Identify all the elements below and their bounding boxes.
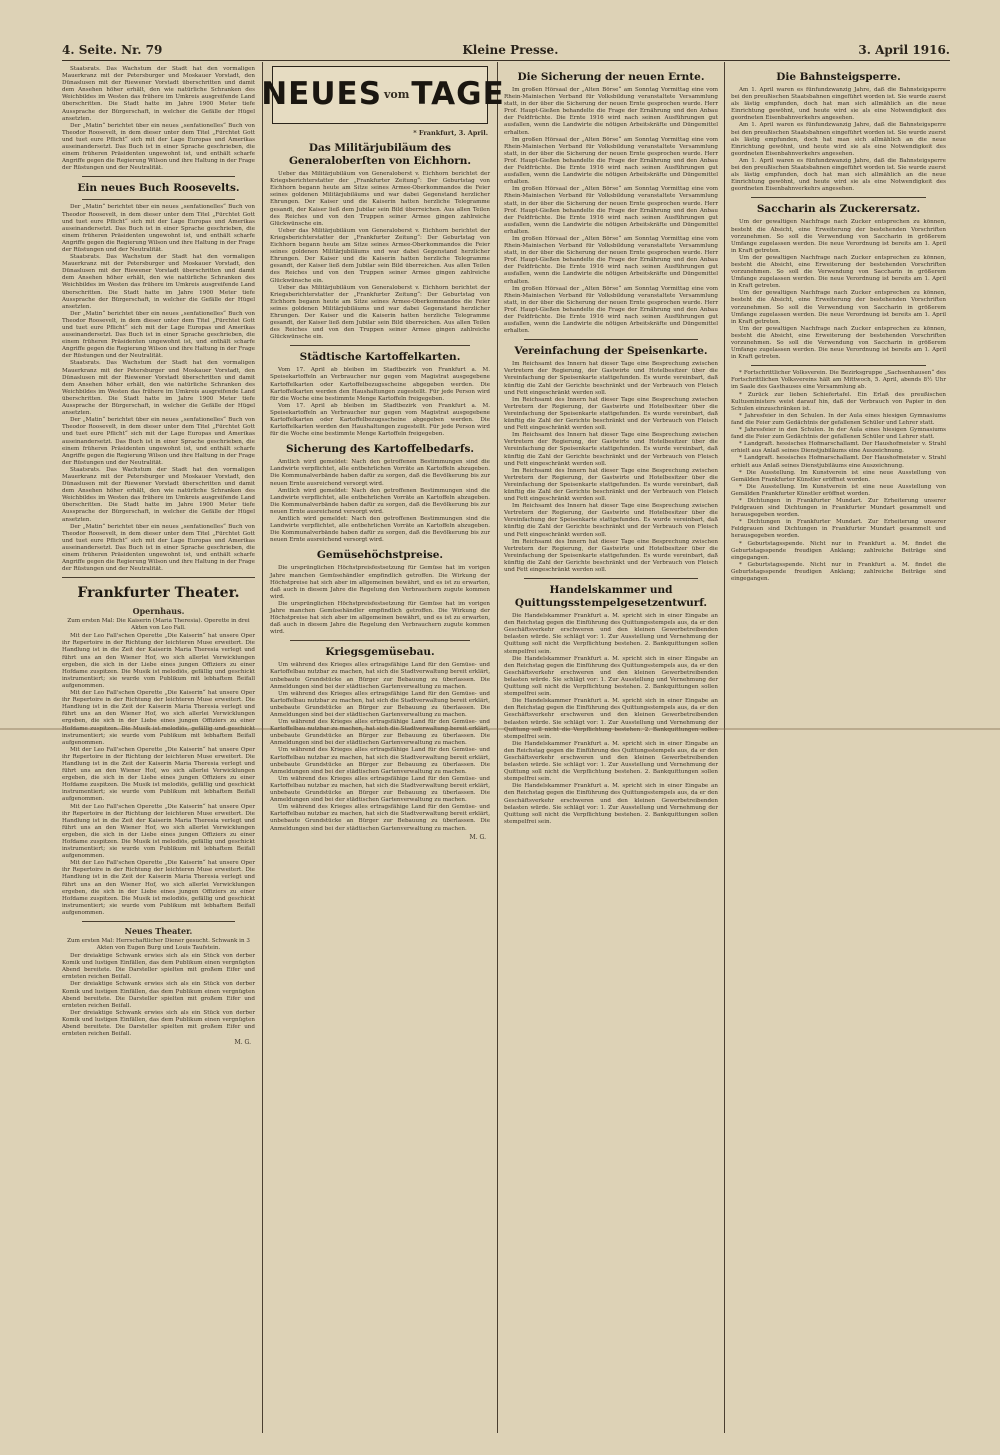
column-rule	[497, 62, 498, 1433]
section-divider	[751, 365, 926, 366]
masthead-word-right: TAGE	[411, 76, 505, 113]
article-text: Um der gewaltigen Nachfrage nach Zucker entsprechen zu können, besteht die Absicht, eine Erweiterung der bestehenden Vorschriften vorzunehmen. So soll die Verwendung von Saccharin in größerem Umfange zugelassen werden. Die neue Verordnung ist bereits am 1. April in Kraft getreten.	[731, 290, 946, 325]
masthead-word-left: NEUES	[261, 76, 383, 113]
column-4	[731, 66, 946, 1431]
headline-sicherung-ernte: Die Sicherung der neuen Ernte.	[517, 71, 705, 83]
article-text: Mit der Leo Fall'schen Operette „Die Kaiserin“ hat unsere Oper ihr Repertoire in der Richtung der leichteren Muse erweitert. Die Handlung ist in die Zeit der Kaiserin Maria Theresia verlegt und führt uns an den Wiener Hof, wo sich allerlei Verwicklungen ergeben, die sich in der Liebe eines jungen Offiziers zu einer Hofdame zuspitzen. Die Musik ist melodiös, gefällig und geschickt instrumentiert; sie wurde vom Publikum mit lebhaftem Beifall aufgenommen.	[62, 860, 255, 916]
article-text: Die ursprünglichen Höchstpreisfestsetzung für Gemüse hat im vorigen Jahre manchen Gemüsehändler empfindlich getroffen. Die Wirkung der Höchstpreise hat sich aber im allgemeinen bewährt, und es ist zu erwarten, daß auch in diesem Jahre die Regelung den Verbrauchern zugute kommen wird.	[270, 565, 490, 600]
article-text: Mit der Leo Fall'schen Operette „Die Kaiserin“ hat unsere Oper ihr Repertoire in der Richtung der leichteren Muse erweitert. Die Handlung ist in die Zeit der Kaiserin Maria Theresia verlegt und führt uns an den Wiener Hof, wo sich allerlei Verwicklungen ergeben, die sich in der Liebe eines jungen Offiziers zu einer Hofdame zuspitzen. Die Musik ist melodiös, gefällig und geschickt instrumentiert; sie wurde vom Publikum mit lebhaftem Beifall aufgenommen.	[62, 746, 255, 803]
article-text: Im Reichsamt des Innern hat dieser Tage eine Besprechung zwischen Vertretern der Regierung, der Gastwirte und Hotelbesitzer über die Vereinfachung der Speisenkarte stattgefunden. Es wurde vereinbart, daß künftig die Zahl der Gerichte beschränkt und der Verbrauch von Fleisch und Fett eingeschränkt werden soll.	[504, 361, 718, 396]
section-divider	[751, 197, 926, 198]
article-text: Am 1. April waren es fünfundzwanzig Jahre, daß die Bahnsteigsperre bei den preußischen Staatsbahnen eingeführt worden ist. Sie wurde zuerst als lästig empfunden, doch hat man sich allmählich an die neue Einrichtung gewöhnt, und heute wird sie als eine Notwendigkeit des geordneten Eisenbahnverkehrs angesehen.	[731, 122, 946, 157]
news-note: * Landgraft. hessisches Hofmarschallamt. Der Haushofmeister v. Strahl erhielt aus Anlaß seines Dienstjubiläums eine Auszeichnung.	[731, 455, 946, 469]
article-text: Mit der Leo Fall'schen Operette „Die Kaiserin“ hat unsere Oper ihr Repertoire in der Richtung der leichteren Muse erweitert. Die Handlung ist in die Zeit der Kaiserin Maria Theresia verlegt und führt uns an den Wiener Hof, wo sich allerlei Verwicklungen ergeben, die sich in der Liebe eines jungen Offiziers zu einer Hofdame zuspitzen. Die Musik ist melodiös, gefällig und geschickt instrumentiert; sie wurde vom Publikum mit lebhaftem Beifall aufgenommen.	[62, 690, 255, 746]
news-note: * Fortschrittlicher Volksverein. Die Bezirksgruppe „Sachsenhausen“ des Fortschrittlichen Volksvereins hält am Mittwoch, 5. April, abends 8½ Uhr im Saale des Gasthauses eine Versammlung ab.	[731, 370, 946, 391]
article-text: Der dreiaktige Schwank erwies sich als ein Stück von derber Komik und lustigen Einfällen, das dem Publikum einen vergnügten Abend bereitete. Die Darsteller spielten mit großem Eifer und ernteten reichen Beifall.	[62, 1009, 255, 1038]
article-text: Der „Matin“ berichtet über ein neues „senfationelles“ Buch von Theodor Roosevelt, in dem dieser unter dem Titel „Fürchtet Gott und tuet eure Pflicht“ sich mit der Lage Europas und Amerikas auseinandersetzt. Das Buch ist in einer Sprache geschrieben, die einem früheren Präsidenten ungewohnt ist, und enthält scharfe Angriffe gegen die Regierung Wilson und ihre Haltung in der Frage der Rüstungen und der Neutralität.	[62, 204, 255, 253]
headline-neues-theater: Neues Theater.	[124, 926, 193, 937]
article-text: Um während des Krieges alles ertragsfähige Land für den Gemüse- und Kartoffelbau nutzbar zu machen, hat sich die Stadtverwaltung bereit erklärt, unbebaute Grundstücke an Bürger zur Bebauung zu überlassen. Die Anmeldungen sind bei der städtischen Gartenverwaltung zu machen.	[270, 747, 490, 775]
article-text: Ueber das Militärjubiläum von Generaloberst v. Eichhorn berichtet der Kriegsberichterstatter der „Frankfurter Zeitung“: Der Geburtstag von Eichhorn begann heute am Sitze seines Armee-Oberkommandos die Feier seines goldenen Militärjubiläums und war dabei Gegenstand herzlicher Ehrungen. Der Kaiser und die Kaiserin hatten herzliche Telegramme gesandt, der Kaiser ließ dem Jubilar sein Bild überreichen. Aus allen Teilen des Reiches und von den Truppen seiner Armee gingen zahlreiche Glückwünsche ein.	[270, 284, 490, 341]
article-text: Um der gewaltigen Nachfrage nach Zucker entsprechen zu können, besteht die Absicht, eine Erweiterung der bestehenden Vorschriften vorzunehmen. So soll die Verwendung von Saccharin in größerem Umfange zugelassen werden. Die neue Verordnung ist bereits am 1. April in Kraft getreten.	[731, 219, 946, 254]
news-note: * Landgraft. hessisches Hofmarschallamt. Der Haushofmeister v. Strahl erhielt aus Anlaß seines Dienstjubiläums eine Auszeichnung.	[731, 441, 946, 455]
article-text: Der dreiaktige Schwank erwies sich als ein Stück von derber Komik und lustigen Einfällen, das dem Publikum einen vergnügten Abend bereitete. Die Darsteller spielten mit großem Eifer und ernteten reichen Beifall.	[62, 981, 255, 1009]
article-text: Ueber das Militärjubiläum von Generaloberst v. Eichhorn berichtet der Kriegsberichterstatter der „Frankfurter Zeitung“: Der Geburtstag von Eichhorn begann heute am Sitze seines Armee-Oberkommandos die Feier seines goldenen Militärjubiläums und war dabei Gegenstand herzlicher Ehrungen. Der Kaiser und die Kaiserin hatten herzliche Telegramme gesandt, der Kaiser ließ dem Jubilar sein Bild überreichen. Aus allen Teilen des Reiches und von den Truppen seiner Armee gingen zahlreiche Glückwünsche ein.	[270, 227, 490, 284]
section-divider	[524, 578, 698, 579]
article-text: Im Reichsamt des Innern hat dieser Tage eine Besprechung zwischen Vertretern der Regierung, der Gastwirte und Hotelbesitzer über die Vereinfachung der Speisenkarte stattgefunden. Es wurde vereinbart, daß künftig die Zahl der Gerichte beschränkt und der Verbrauch von Fleisch und Fett eingeschränkt werden soll.	[504, 432, 718, 467]
article-text: Vom 17. April ab bleiben im Stadtbezirk von Frankfurt a. M. Speisekartoffeln an Verbraucher nur gegen vom Magistrat ausgegebene Kartoffelkarten oder Kartoffelbezugsscheine abgegeben werden. Die Kartoffelkarten werden den Haushaltungen zugestellt. Für jede Person wird für die Woche eine bestimmte Menge Kartoffeln freigegeben.	[270, 367, 490, 402]
article-text: Die Handelskammer Frankfurt a. M. spricht sich in einer Eingabe an den Reichstag gegen die Einführung des Quittungsstempels aus, da er den Geschäftsverkehr erschweren und den kleinen Gewerbetreibenden belasten würde. Sie schlägt vor: 1. Zur Ausstellung und Vernehmung der Quittung soll nicht die Verpflichtung bestehen. 2. Bankquittungen sollen stempelfrei sein.	[504, 783, 718, 825]
article-text: Um während des Krieges alles ertragsfähige Land für den Gemüse- und Kartoffelbau nutzbar zu machen, hat sich die Stadtverwaltung bereit erklärt, unbebaute Grundstücke an Bürger zur Bebauung zu überlassen. Die Anmeldungen sind bei der städtischen Gartenverwaltung zu machen.	[270, 719, 490, 747]
article-text: Der „Matin“ berichtet über ein neues „senfationelles“ Buch von Theodor Roosevelt, in dem dieser unter dem Titel „Fürchtet Gott und tuet eure Pflicht“ sich mit der Lage Europas und Amerikas auseinandersetzt. Das Buch ist in einer Sprache geschrieben, die einem früheren Präsidenten ungewohnt ist, und enthält scharfe Angriffe gegen die Regierung Wilson und ihre Haltung in der Frage der Rüstungen und der Neutralität.	[62, 310, 255, 360]
section-divider	[524, 339, 698, 340]
masthead-word-middle: vom	[384, 88, 410, 102]
article-text: Amtlich wird gemeldet: Nach den getroffenen Bestimmungen sind die Landwirte verpflichtet, alle entbehrlichen Vorräte an Kartoffeln abzugeben. Die Kommunalverbände haben dafür zu sorgen, daß die Bevölkerung bis zur neuen Ernte ausreichend versorgt wird.	[270, 487, 490, 515]
article-text: Um während des Krieges alles ertragsfähige Land für den Gemüse- und Kartoffelbau nutzbar zu machen, hat sich die Stadtverwaltung bereit erklärt, unbebaute Grundstücke an Bürger zur Bebauung zu überlassen. Die Anmeldungen sind bei der städtischen Gartenverwaltung zu machen.	[270, 690, 490, 718]
article-text: Staatsrats. Das Wachstum der Stadt hat den vormaligen Mauerkranz mit der Petersburger und Moskauer Vorstadt, den Dünaslusen mit der Riewener Vorstadt überschritten und damit dem Ansehen höher erhält, den wie natürliche Schranken des Weichbildes im Westen das frühere im Umkreis ausgreifende Land überschritten. Die Stadt hatte im Jahre 1900 Meter tiefe Aussprache der Bürgerschaft, in welcher die Gefälle der Hügel ansetzten.	[62, 254, 255, 310]
issue-date: 3. April 1916.	[858, 43, 950, 57]
headline-kartoffelkarten: Städtische Kartoffelkarten.	[299, 351, 461, 364]
article-text: Ueber das Militärjubiläum von Generaloberst v. Eichhorn berichtet der Kriegsberichterstatter der „Frankfurter Zeitung“: Der Geburtstag von Eichhorn begann heute am Sitze seines Armee-Oberkommandos die Feier seines goldenen Militärjubiläums und war dabei Gegenstand herzlicher Ehrungen. Der Kaiser und die Kaiserin hatten herzliche Telegramme gesandt, der Kaiser ließ dem Jubilar sein Bild überreichen. Aus allen Teilen des Reiches und von den Truppen seiner Armee gingen zahlreiche Glückwünsche ein.	[270, 171, 490, 227]
article-text-continued: Der „Matin“ berichtet über ein neues „senfationelles“ Buch von Theodor Roosevelt, in dem dieser unter dem Titel „Fürchtet Gott und tuet eure Pflicht“ sich mit der Lage Europas und Amerikas auseinandersetzt. Das Buch ist in einer Sprache geschrieben, die einem früheren Präsidenten ungewohnt ist, und enthält scharfe Angriffe gegen die Regierung Wilson und ihre Haltung in der Frage der Rüstungen und der Neutralität.	[62, 122, 255, 172]
column-rule	[724, 62, 725, 1433]
article-text: Um während des Krieges alles ertragsfähige Land für den Gemüse- und Kartoffelbau nutzbar zu machen, hat sich die Stadtverwaltung bereit erklärt, unbebaute Grundstücke an Bürger zur Bebauung zu überlassen. Die Anmeldungen sind bei der städtischen Gartenverwaltung zu machen.	[270, 804, 490, 832]
column-3	[504, 66, 718, 1431]
article-text: Die ursprünglichen Höchstpreisfestsetzung für Gemüse hat im vorigen Jahre manchen Gemüsehändler empfindlich getroffen. Die Wirkung der Höchstpreise hat sich aber im allgemeinen bewährt, und es ist zu erwarten, daß auch in diesem Jahre die Regelung den Verbrauchern zugute kommen wird.	[270, 600, 490, 636]
article-text: Der „Matin“ berichtet über ein neues „senfationelles“ Buch von Theodor Roosevelt, in dem dieser unter dem Titel „Fürchtet Gott und tuet eure Pflicht“ sich mit der Lage Europas und Amerikas auseinandersetzt. Das Buch ist in einer Sprache geschrieben, die einem früheren Präsidenten ungewohnt ist, und enthält scharfe Angriffe gegen die Regierung Wilson und ihre Haltung in der Frage der Rüstungen und der Neutralität.	[62, 523, 255, 573]
article-text: Im großen Hörsaal der „Alten Börse“ am Sonntag Vormittag eine vom Rhein-Mainischen Verband für Volksbildung veranstaltete Versammlung statt, in der über die Sicherung der neuen Ernte gesprochen wurde. Herr Prof. Haupt-Gießen behandelte die Frage der Ernährung und den Anbau der Feldfrüchte. Die Ernte 1916 wird nach seinen Ausführungen gut ausfallen, wenn die Landwirte die nötigen Arbeitskräfte und Düngemittel erhalten.	[504, 87, 718, 136]
article-text: Im großen Hörsaal der „Alten Börse“ am Sonntag Vormittag eine vom Rhein-Mainischen Verband für Volksbildung veranstaltete Versammlung statt, in der über die Sicherung der neuen Ernte gesprochen wurde. Herr Prof. Haupt-Gießen behandelte die Frage der Ernährung und den Anbau der Feldfrüchte. Die Ernte 1916 wird nach seinen Ausführungen gut ausfallen, wenn die Landwirte die nötigen Arbeitskräfte und Düngemittel erhalten.	[504, 136, 718, 186]
article-text: Mit der Leo Fall'schen Operette „Die Kaiserin“ hat unsere Oper ihr Repertoire in der Richtung der leichteren Muse erweitert. Die Handlung ist in die Zeit der Kaiserin Maria Theresia verlegt und führt uns an den Wiener Hof, wo sich allerlei Verwicklungen ergeben, die sich in der Liebe eines jungen Offiziers zu einer Hofdame zuspitzen. Die Musik ist melodiös, gefällig und geschickt instrumentiert; sie wurde vom Publikum mit lebhaftem Beifall aufgenommen.	[62, 803, 255, 860]
article-text: Im Reichsamt des Innern hat dieser Tage eine Besprechung zwischen Vertretern der Regierung, der Gastwirte und Hotelbesitzer über die Vereinfachung der Speisenkarte stattgefunden. Es wurde vereinbart, daß künftig die Zahl der Gerichte beschränkt und der Verbrauch von Fleisch und Fett eingeschränkt werden soll.	[504, 538, 718, 573]
headline-bahnsteigsperre: Die Bahnsteigsperre.	[776, 71, 901, 83]
news-note: * Geburtstagsspende. Nicht nur in Frankfurt a. M. findet die Geburtstagsspende freudigen Anklang; zahlreiche Beiträge sind eingegangen.	[731, 561, 946, 582]
section-divider	[62, 577, 255, 578]
subheadline-opernhaus: Opernhaus.	[132, 606, 185, 617]
article-text: Am 1. April waren es fünfundzwanzig Jahre, daß die Bahnsteigsperre bei den preußischen Staatsbahnen eingeführt worden ist. Sie wurde zuerst als lästig empfunden, doch hat man sich allmählich an die neue Einrichtung gewöhnt, und heute wird sie als eine Notwendigkeit des geordneten Eisenbahnverkehrs angesehen.	[731, 87, 946, 122]
article-text: Im großen Hörsaal der „Alten Börse“ am Sonntag Vormittag eine vom Rhein-Mainischen Verband für Volksbildung veranstaltete Versammlung statt, in der über die Sicherung der neuen Ernte gesprochen wurde. Herr Prof. Haupt-Gießen behandelte die Frage der Ernährung und den Anbau der Feldfrüchte. Die Ernte 1916 wird nach seinen Ausführungen gut ausfallen, wenn die Landwirte die nötigen Arbeitskräfte und Düngemittel erhalten.	[504, 235, 718, 285]
article-text: Die Handelskammer Frankfurt a. M. spricht sich in einer Eingabe an den Reichstag gegen die Einführung des Quittungsstempels aus, da er den Geschäftsverkehr erschweren und den kleinen Gewerbetreibenden belasten würde. Sie schlägt vor: 1. Zur Ausstellung und Vernehmung der Quittung soll nicht die Verpflichtung bestehen. 2. Bankquittungen sollen stempelfrei sein.	[504, 698, 718, 740]
news-note: * Die Ausstellung. Im Kunstverein ist eine neue Ausstellung von Gemälden Frankfurter Künstler eröffnet worden.	[731, 483, 946, 497]
headline-saccharin: Saccharin als Zuckerersatz.	[756, 203, 921, 216]
article-text: Im großen Hörsaal der „Alten Börse“ am Sonntag Vormittag eine vom Rhein-Mainischen Verband für Volksbildung veranstaltete Versammlung statt, in der über die Sicherung der neuen Ernte gesprochen wurde. Herr Prof. Haupt-Gießen behandelte die Frage der Ernährung und den Anbau der Feldfrüchte. Die Ernte 1916 wird nach seinen Ausführungen gut ausfallen, wenn die Landwirte die nötigen Arbeitskräfte und Düngemittel erhalten.	[504, 285, 718, 335]
author-signature: M. G.	[469, 833, 486, 841]
newspaper-title: Kleine Presse.	[462, 43, 559, 57]
article-text: Mit der Leo Fall'schen Operette „Die Kaiserin“ hat unsere Oper ihr Repertoire in der Richtung der leichteren Muse erweitert. Die Handlung ist in die Zeit der Kaiserin Maria Theresia verlegt und führt uns an den Wiener Hof, wo sich allerlei Verwicklungen ergeben, die sich in der Liebe eines jungen Offiziers zu einer Hofdame zuspitzen. Die Musik ist melodiös, gefällig und geschickt instrumentiert; sie wurde vom Publikum mit lebhaftem Beifall aufgenommen.	[62, 633, 255, 689]
headline-kriegsgemuesebau: Kriegsgemüsebau.	[325, 646, 435, 659]
news-note: * Zurück zur lieben Schiefertafel. Ein Erlaß des preußischen Kultusministers weist darauf hin, daß der Verbrauch von Papier in den Schulen einzuschränken ist.	[731, 391, 946, 412]
news-note: * Jahresfeier in den Schulen. In der Aula eines hiesigen Gymnasiums fand die Feier zum Gedächtnis der gefallenen Schüler und Lehrer statt.	[731, 412, 946, 426]
section-divider	[82, 199, 235, 200]
headline-kartoffelbedarf: Sicherung des Kartoffelbedarfs.	[285, 443, 475, 456]
section-divider	[82, 176, 235, 177]
running-header	[62, 40, 950, 61]
dateline: * Frankfurt, 3. April.	[413, 129, 488, 137]
masthead-neues-vom-tage	[261, 66, 505, 124]
section-divider	[290, 345, 470, 346]
article-text: Um der gewaltigen Nachfrage nach Zucker entsprechen zu können, besteht die Absicht, eine Erweiterung der bestehenden Vorschriften vorzunehmen. So soll die Verwendung von Saccharin in größerem Umfange zugelassen werden. Die neue Verordnung ist bereits am 1. April in Kraft getreten.	[731, 254, 946, 290]
author-signature: M. G.	[234, 1039, 251, 1047]
article-text: Amtlich wird gemeldet: Nach den getroffenen Bestimmungen sind die Landwirte verpflichtet, alle entbehrlichen Vorräte an Kartoffeln abzugeben. Die Kommunalverbände haben dafür zu sorgen, daß die Bevölkerung bis zur neuen Ernte ausreichend versorgt wird.	[270, 459, 490, 487]
article-text: Die Handelskammer Frankfurt a. M. spricht sich in einer Eingabe an den Reichstag gegen die Einführung des Quittungsstempels aus, da er den Geschäftsverkehr erschweren und den kleinen Gewerbetreibenden belasten würde. Sie schlägt vor: 1. Zur Ausstellung und Vernehmung der Quittung soll nicht die Verpflichtung bestehen. 2. Bankquittungen sollen stempelfrei sein.	[504, 740, 718, 783]
performance-title: Zum ersten Mal: Die Kaiserin (Maria Theresia). Operette in drei Akten von Leo Fall.	[67, 618, 250, 632]
page-number: 4. Seite. Nr. 79	[62, 43, 163, 57]
news-note: * Dichtungen in Frankfurter Mundart. Zur Erheiterung unserer Feldgrauen sind Dichtungen in Frankfurter Mundart gesammelt und herausgegeben worden.	[731, 519, 946, 540]
article-text: Vom 17. April ab bleiben im Stadtbezirk von Frankfurt a. M. Speisekartoffeln an Verbraucher nur gegen vom Magistrat ausgegebene Kartoffelkarten oder Kartoffelbezugsscheine abgegeben werden. Die Kartoffelkarten werden den Haushaltungen zugestellt. Für jede Person wird für die Woche eine bestimmte Menge Kartoffeln freigegeben.	[270, 402, 490, 438]
column-2	[261, 66, 505, 1431]
news-note: * Dichtungen in Frankfurter Mundart. Zur Erheiterung unserer Feldgrauen sind Dichtungen in Frankfurter Mundart gesammelt und herausgegeben worden.	[731, 497, 946, 519]
article-text: Der dreiaktige Schwank erwies sich als ein Stück von derber Komik und lustigen Einfällen, das dem Publikum einen vergnügten Abend bereitete. Die Darsteller spielten mit großem Eifer und ernteten reichen Beifall.	[62, 953, 255, 981]
section-divider	[290, 640, 470, 641]
headline-quittungsstempel: Handelskammer und Quittungsstempelgesetzentwurf.	[514, 584, 708, 610]
article-text: Der „Matin“ berichtet über ein neues „senfationelles“ Buch von Theodor Roosevelt, in dem dieser unter dem Titel „Fürchtet Gott und tuet eure Pflicht“ sich mit der Lage Europas und Amerikas auseinandersetzt. Das Buch ist in einer Sprache geschrieben, die einem früheren Präsidenten ungewohnt ist, und enthält scharfe Angriffe gegen die Regierung Wilson und ihre Haltung in der Frage der Rüstungen und der Neutralität.	[62, 417, 255, 466]
headline-eichhorn: Das Militärjubiläum des Generaloberſten von Eichhorn.	[288, 142, 472, 168]
article-text: Um der gewaltigen Nachfrage nach Zucker entsprechen zu können, besteht die Absicht, eine Erweiterung der bestehenden Vorschriften vorzunehmen. So soll die Verwendung von Saccharin in größerem Umfange zugelassen werden. Die neue Verordnung ist bereits am 1. April in Kraft getreten.	[731, 325, 946, 361]
article-text: Im Reichsamt des Innern hat dieser Tage eine Besprechung zwischen Vertretern der Regierung, der Gastwirte und Hotelbesitzer über die Vereinfachung der Speisenkarte stattgefunden. Es wurde vereinbart, daß künftig die Zahl der Gerichte beschränkt und der Verbrauch von Fleisch und Fett eingeschränkt werden soll.	[504, 396, 718, 432]
paper-fold-line	[0, 728, 1000, 730]
article-text: Am 1. April waren es fünfundzwanzig Jahre, daß die Bahnsteigsperre bei den preußischen Staatsbahnen eingeführt worden ist. Sie wurde zuerst als lästig empfunden, doch hat man sich allmählich an die neue Einrichtung gewöhnt, und heute wird sie als eine Notwendigkeit des geordneten Eisenbahnverkehrs angesehen.	[731, 157, 946, 193]
performance-title: Zum ersten Mal: Herrschaftlicher Diener gesucht. Schwank in 3 Akten von Eugen Burg und Louis Taufstein.	[67, 938, 250, 952]
article-text: Staatsrats. Das Wachstum der Stadt hat den vormaligen Mauerkranz mit der Petersburger und Moskauer Vorstadt, den Dünaslusen mit der Riewener Vorstadt überschritten und damit dem Ansehen höher erhält, den wie natürliche Schranken des Weichbildes im Westen das frühere im Umkreis ausgreifende Land überschritten. Die Stadt hatte im Jahre 1900 Meter tiefe Aussprache der Bürgerschaft, in welcher die Gefälle der Hügel ansetzten.	[62, 466, 255, 523]
column-1	[62, 66, 255, 1431]
article-text: Um während des Krieges alles ertragsfähige Land für den Gemüse- und Kartoffelbau nutzbar zu machen, hat sich die Stadtverwaltung bereit erklärt, unbebaute Grundstücke an Bürger zur Bebauung zu überlassen. Die Anmeldungen sind bei der städtischen Gartenverwaltung zu machen.	[270, 662, 490, 690]
section-divider	[82, 921, 235, 922]
article-text: Um während des Krieges alles ertragsfähige Land für den Gemüse- und Kartoffelbau nutzbar zu machen, hat sich die Stadtverwaltung bereit erklärt, unbebaute Grundstücke an Bürger zur Bebauung zu überlassen. Die Anmeldungen sind bei der städtischen Gartenverwaltung zu machen.	[270, 775, 490, 804]
article-text: Amtlich wird gemeldet: Nach den getroffenen Bestimmungen sind die Landwirte verpflichtet, alle entbehrlichen Vorräte an Kartoffeln abzugeben. Die Kommunalverbände haben dafür zu sorgen, daß die Bevölkerung bis zur neuen Ernte ausreichend versorgt wird.	[270, 516, 490, 544]
article-text: Die Handelskammer Frankfurt a. M. spricht sich in einer Eingabe an den Reichstag gegen die Einführung des Quittungsstempels aus, da er den Geschäftsverkehr erschweren und den kleinen Gewerbetreibenden belasten würde. Sie schlägt vor: 1. Zur Ausstellung und Vernehmung der Quittung soll nicht die Verpflichtung bestehen. 2. Bankquittungen sollen stempelfrei sein.	[504, 613, 718, 655]
article-text: Im Reichsamt des Innern hat dieser Tage eine Besprechung zwischen Vertretern der Regierung, der Gastwirte und Hotelbesitzer über die Vereinfachung der Speisenkarte stattgefunden. Es wurde vereinbart, daß künftig die Zahl der Gerichte beschränkt und der Verbrauch von Fleisch und Fett eingeschränkt werden soll.	[504, 503, 718, 538]
column-rule	[262, 62, 263, 1433]
headline-roosevelt: Ein neues Buch Roosevelts.	[77, 182, 240, 195]
article-text: Im Reichsamt des Innern hat dieser Tage eine Besprechung zwischen Vertretern der Regierung, der Gastwirte und Hotelbesitzer über die Vereinfachung der Speisenkarte stattgefunden. Es wurde vereinbart, daß künftig die Zahl der Gerichte beschränkt und der Verbrauch von Fleisch und Fett eingeschränkt werden soll.	[504, 467, 718, 503]
article-text: Die Handelskammer Frankfurt a. M. spricht sich in einer Eingabe an den Reichstag gegen die Einführung des Quittungsstempels aus, da er den Geschäftsverkehr erschweren und den kleinen Gewerbetreibenden belasten würde. Sie schlägt vor: 1. Zur Ausstellung und Vernehmung der Quittung soll nicht die Verpflichtung bestehen. 2. Bankquittungen sollen stempelfrei sein.	[504, 655, 718, 698]
headline-frankfurter-theater: Frankfurter Theater.	[77, 585, 240, 602]
article-text: Staatsrats. Das Wachstum der Stadt hat den vormaligen Mauerkranz mit der Petersburger und Moskauer Vorstadt, den Dünaslusen mit der Riewener Vorstadt überschritten und damit dem Ansehen höher erhält, den wie natürliche Schranken des Weichbildes im Westen das frühere im Umkreis ausgreifende Land überschritten. Die Stadt hatte im Jahre 1900 Meter tiefe Aussprache der Bürgerschaft, in welcher die Gefälle der Hügel ansetzten.	[62, 66, 255, 122]
news-note: * Jahresfeier in den Schulen. In der Aula eines hiesigen Gymnasiums fand die Feier zum Gedächtnis der gefallenen Schüler und Lehrer statt.	[731, 427, 946, 441]
news-note: * Die Ausstellung. Im Kunstverein ist eine neue Ausstellung von Gemälden Frankfurter Künstler eröffnet worden.	[731, 469, 946, 483]
article-text: Im großen Hörsaal der „Alten Börse“ am Sonntag Vormittag eine vom Rhein-Mainischen Verband für Volksbildung veranstaltete Versammlung statt, in der über die Sicherung der neuen Ernte gesprochen wurde. Herr Prof. Haupt-Gießen behandelte die Frage der Ernährung und den Anbau der Feldfrüchte. Die Ernte 1916 wird nach seinen Ausführungen gut ausfallen, wenn die Landwirte die nötigen Arbeitskräfte und Düngemittel erhalten.	[504, 186, 718, 235]
headline-gemuesehoechstpreise: Gemüsehöchstpreise.	[316, 549, 444, 562]
headline-speisenkarte: Vereinfachung der Speisenkarte.	[514, 345, 708, 358]
news-note: * Geburtstagsspende. Nicht nur in Frankfurt a. M. findet die Geburtstagsspende freudigen Anklang; zahlreiche Beiträge sind eingegangen.	[731, 540, 946, 561]
article-text: Staatsrats. Das Wachstum der Stadt hat den vormaligen Mauerkranz mit der Petersburger und Moskauer Vorstadt, den Dünaslusen mit der Riewener Vorstadt überschritten und damit dem Ansehen höher erhält, den wie natürliche Schranken des Weichbildes im Westen das frühere im Umkreis ausgreifende Land überschritten. Die Stadt hatte im Jahre 1900 Meter tiefe Aussprache der Bürgerschaft, in welcher die Gefälle der Hügel ansetzten.	[62, 360, 255, 417]
